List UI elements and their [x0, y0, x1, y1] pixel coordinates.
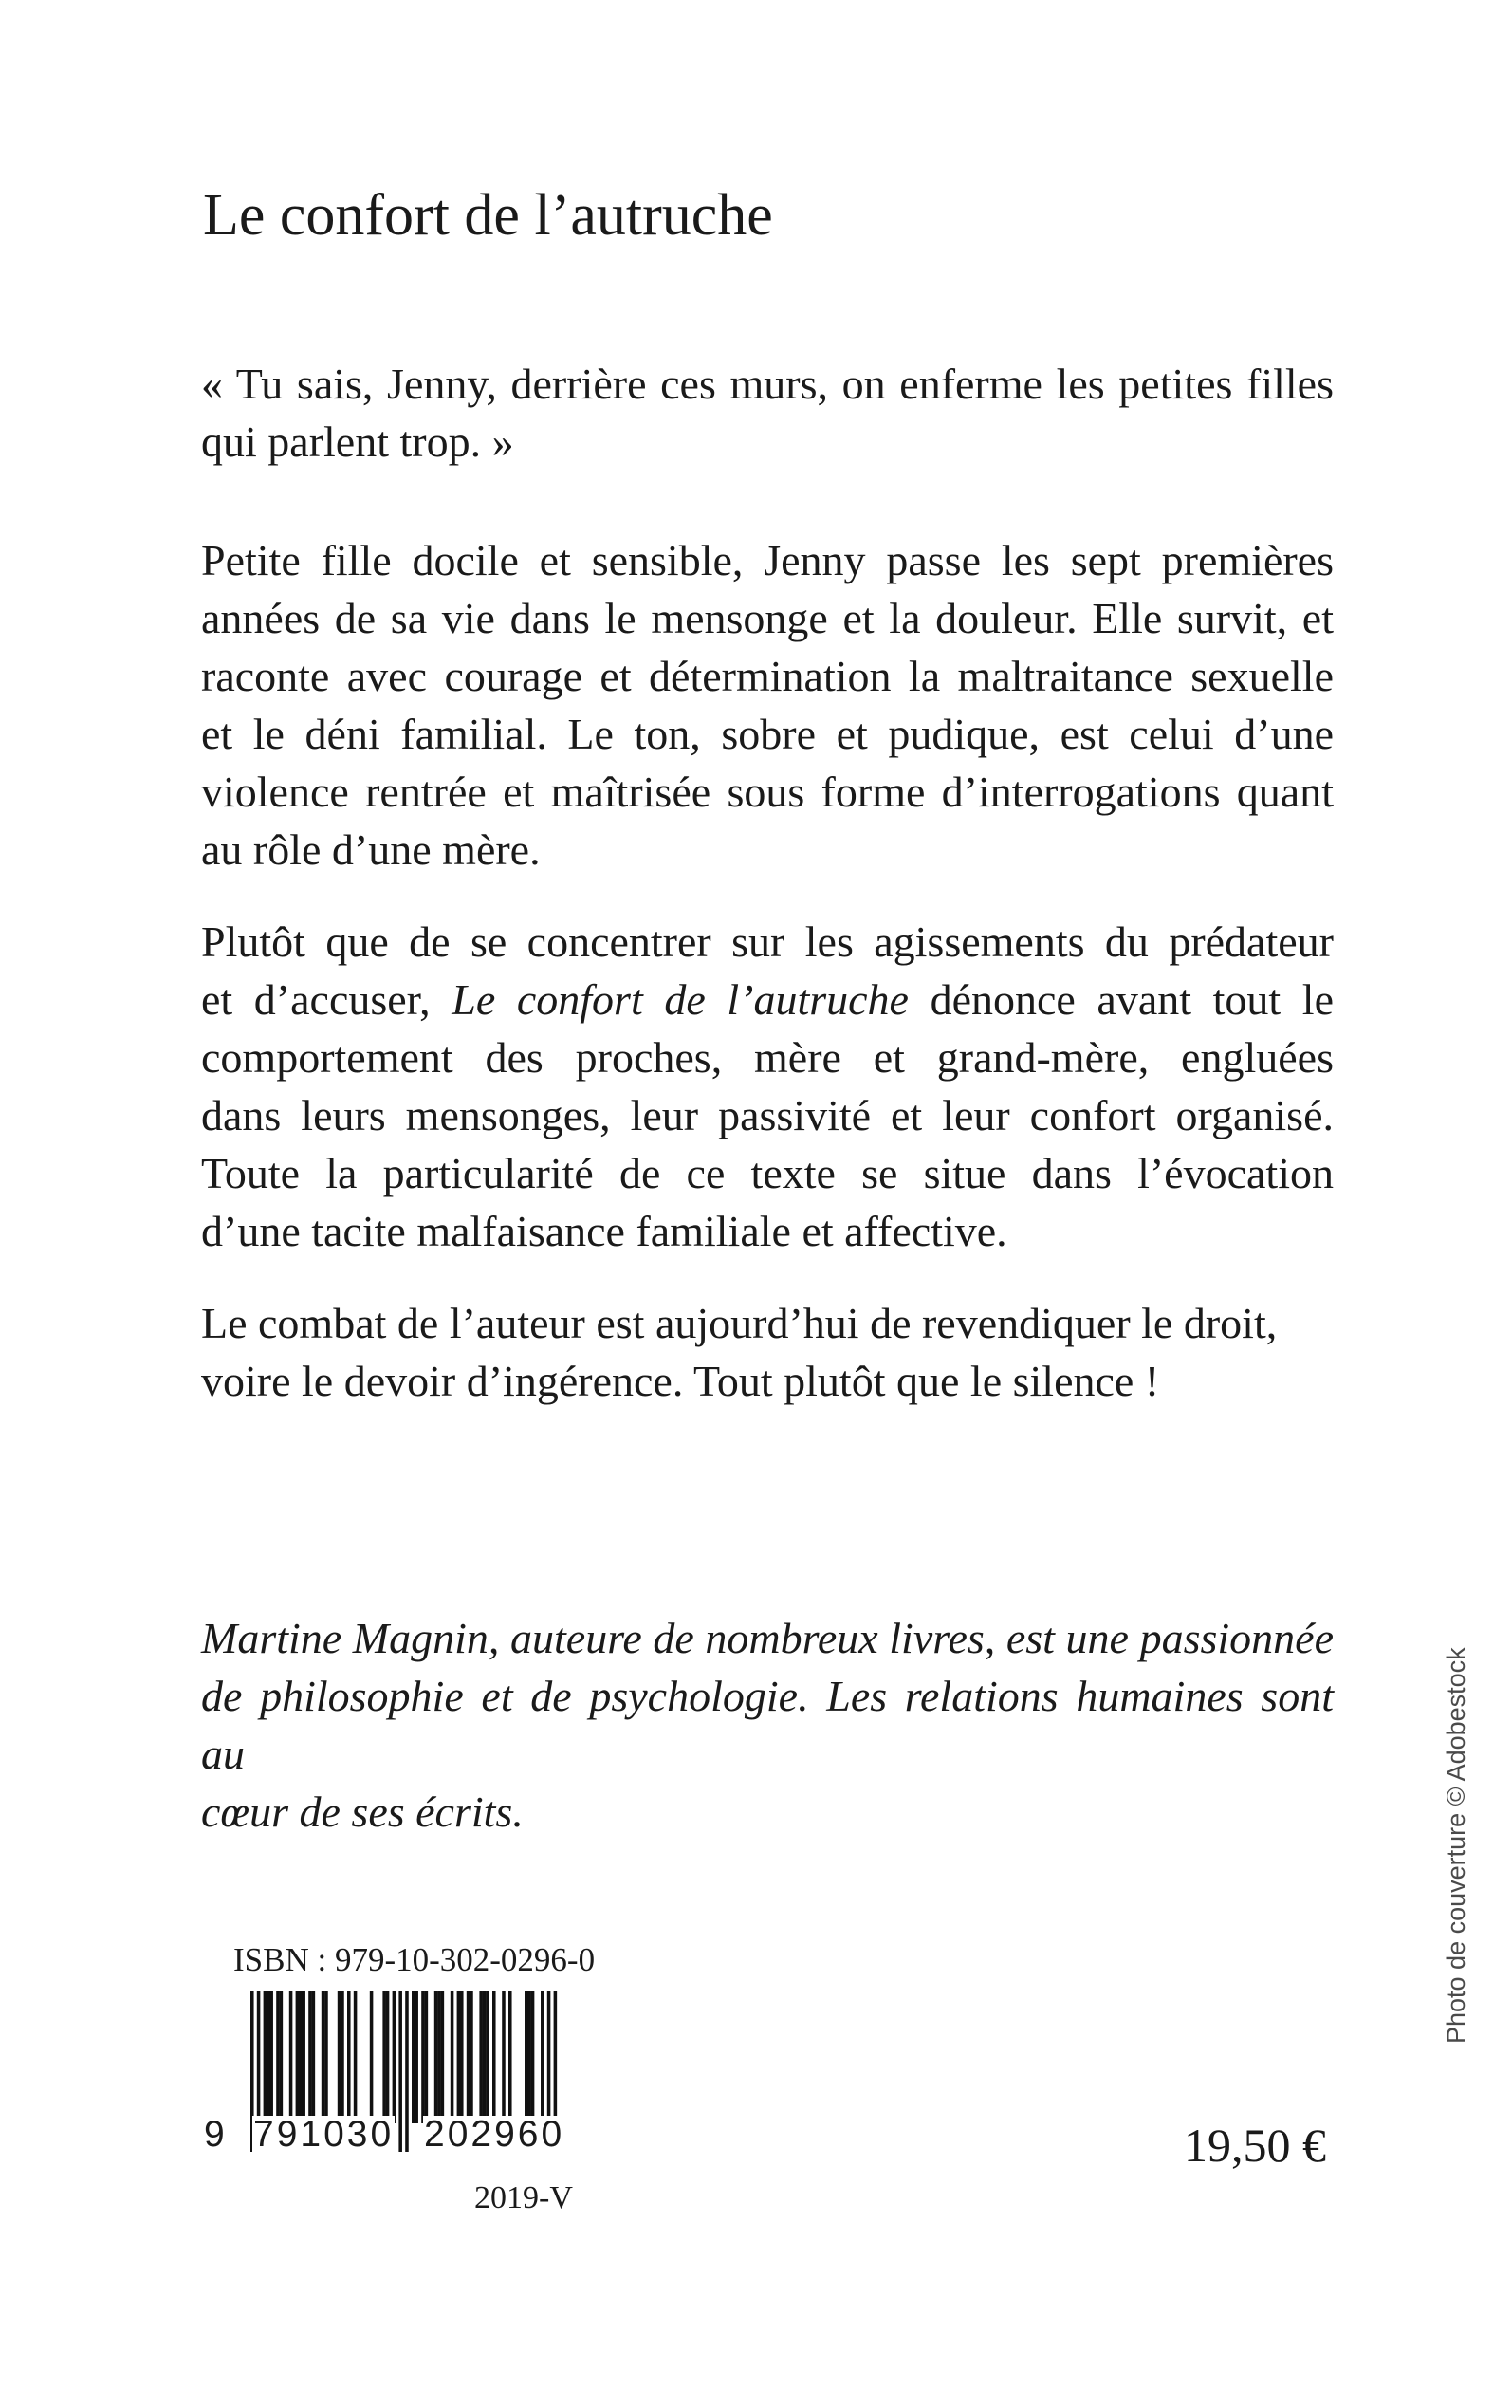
barcode-bar — [437, 1991, 441, 2123]
paragraph-line-with-title — [201, 971, 1334, 1028]
paragraph-line: Plutôt que de se concentrer sur les agissements du prédateur — [201, 917, 1334, 966]
barcode-digit-first: 9 — [204, 2114, 228, 2155]
barcode-bar — [457, 1991, 461, 2123]
barcode-bar — [322, 1991, 325, 2123]
barcode-bar — [299, 1991, 303, 2123]
barcode-bar — [527, 1991, 531, 2123]
barcode-bar — [441, 1991, 445, 2123]
barcode-bar — [405, 1991, 409, 2152]
barcode-bar — [276, 1991, 280, 2123]
barcode-bar — [470, 1991, 473, 2123]
barcode-bar — [264, 1991, 267, 2123]
barcode-bar — [341, 1991, 344, 2123]
text-fragment: et d’accuser, — [201, 975, 452, 1024]
paragraph-line: d’une tacite malfaisance familiale et affective. — [201, 1207, 1007, 1255]
barcode-digits-left: 791030 — [253, 2114, 395, 2155]
text-fragment: dénonce avant tout le — [908, 975, 1335, 1024]
barcode-bar — [289, 1991, 293, 2123]
barcode — [203, 1991, 592, 2184]
barcode-bar — [502, 1991, 506, 2123]
opening-quote — [201, 355, 1334, 471]
barcode-bar — [324, 1991, 328, 2123]
bio-line: cœur de ses écrits. — [201, 1787, 524, 1836]
paragraph-line: Toute la particularité de ce texte se situe dans l’évocation — [201, 1149, 1334, 1197]
barcode-bar — [308, 1991, 312, 2123]
summary-paragraph-1 — [201, 531, 1334, 879]
barcode-bar — [415, 1991, 418, 2123]
barcode-bar — [541, 1991, 544, 2123]
summary-paragraph-3 — [201, 1294, 1334, 1410]
barcode-bar — [479, 1991, 483, 2123]
paragraph-line: Petite fille docile et sensible, Jenny passe les sept premières — [201, 536, 1334, 584]
paragraph-line: Le combat de l’auteur est aujourd’hui de revendiquer le droit, — [201, 1299, 1278, 1347]
paragraph-line: violence rentrée et maîtrisée sous forme d’interrogations quant — [201, 768, 1334, 816]
paragraph-line: au rôle d’une mère. — [201, 825, 541, 874]
paragraph-line: dans leurs mensonges, leur passivité et leur confort organisé. — [201, 1091, 1334, 1139]
barcode-bar — [398, 1991, 402, 2152]
barcode-bar — [269, 1991, 273, 2123]
price: 19,50 € — [1184, 2119, 1326, 2172]
barcode-bar — [302, 1991, 305, 2123]
summary-paragraph-2 — [201, 913, 1334, 1260]
paragraph-line: années de sa vie dans le mensonge et la douleur. Elle survit, et — [201, 594, 1334, 642]
paragraph-line: voire le devoir d’ingérence. Tout plutôt que le silence ! — [201, 1357, 1160, 1405]
barcode-bar — [525, 1991, 528, 2123]
quote-line: qui parlent trop. » — [201, 417, 514, 466]
barcode-bar — [267, 1991, 270, 2123]
bio-line: Martine Magnin, auteure de nombreux livres, est une passionnée — [201, 1614, 1334, 1662]
barcode-bar — [312, 1991, 316, 2123]
barcode-bar — [386, 1991, 390, 2123]
barcode-bar — [467, 1991, 470, 2123]
barcode-bar — [393, 1991, 396, 2123]
bio-line: de philosophie et de psychologie. Les relations humaines sont au — [201, 1672, 1334, 1778]
barcode-bar — [370, 1991, 374, 2123]
barcode-bar — [451, 1991, 454, 2123]
barcode-bar — [280, 1991, 284, 2123]
barcode-bar — [412, 1991, 415, 2123]
italic-book-title: Le confort de l’autruche — [452, 975, 909, 1024]
barcode-bar — [508, 1991, 512, 2123]
barcode-bar — [421, 1991, 425, 2123]
book-title: Le confort de l’autruche — [203, 183, 773, 248]
isbn-label: ISBN : 979-10-302-0296-0 — [233, 1941, 596, 1978]
barcode-bar — [531, 1991, 535, 2123]
paragraph-line: raconte avec courage et détermination la maltraitance sexuelle — [201, 652, 1334, 700]
barcode-bar — [492, 1991, 496, 2123]
barcode-bar — [347, 1991, 351, 2123]
barcode-bar — [354, 1991, 358, 2123]
paragraph-line: comportement des proches, mère et grand-mère, engluées — [201, 1033, 1334, 1082]
barcode-bar — [486, 1991, 489, 2123]
photo-credit: Photo de couverture © Adobestock — [1442, 1647, 1470, 2044]
barcode-bar — [434, 1991, 438, 2123]
barcode-bar — [338, 1991, 341, 2123]
paragraph-line: et le déni familial. Le ton, sobre et pudique, est celui d’une — [201, 710, 1334, 758]
author-bio — [201, 1609, 1334, 1841]
barcode-digits-right: 202960 — [424, 2114, 565, 2155]
quote-line: « Tu sais, Jenny, derrière ces murs, on enferme les petites filles — [201, 360, 1334, 408]
barcode-bar — [460, 1991, 464, 2123]
barcode-bar — [296, 1991, 300, 2123]
barcode-bar — [425, 1991, 429, 2123]
barcode-bar — [382, 1991, 386, 2123]
barcode-bar — [483, 1991, 487, 2123]
edition-code: 2019-V — [474, 2180, 573, 2215]
